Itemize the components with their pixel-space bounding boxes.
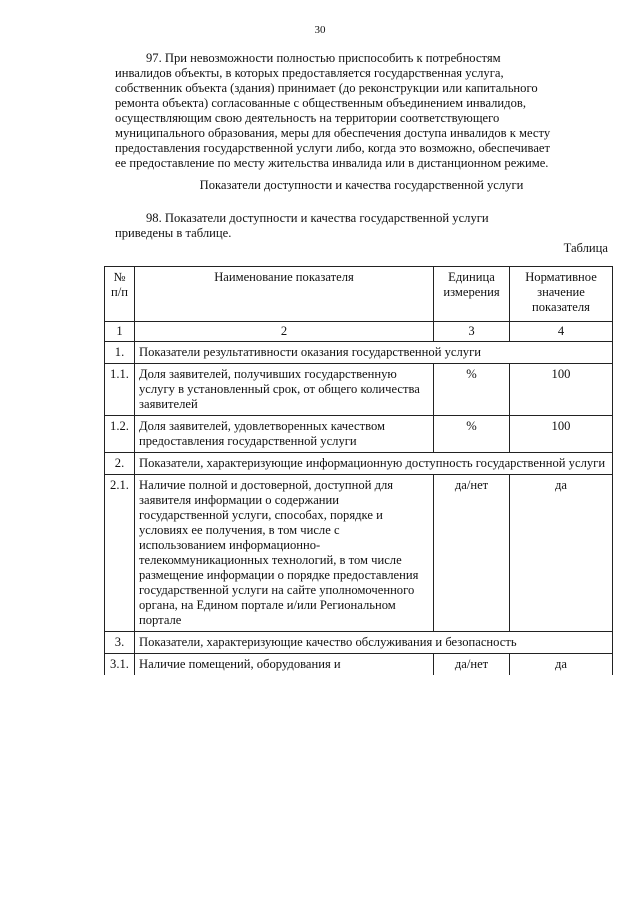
section-heading: Показатели доступности и качества государственной услуги <box>199 178 524 192</box>
indicator-name: Доля заявителей, получивших государственную услугу в установленный срок, от общего количества заявителей <box>135 364 434 416</box>
table-caption: Таблица <box>563 241 608 255</box>
paragraph-97-line: собственник объекта (здания) принимает (до реконструкции или капитального <box>115 81 538 95</box>
header-name: Наименование показателя <box>135 267 434 322</box>
indicator-name: Наличие помещений, оборудования и <box>135 654 434 676</box>
table-row <box>105 364 613 416</box>
column-index-row <box>105 322 613 342</box>
table-section-row <box>105 632 613 654</box>
indicator-name: Доля заявителей, удовлетворенных качеством предоставления государственной услуги <box>135 416 434 453</box>
paragraph-97-line: ее предоставление по месту жительства инвалида или в дистанционном режиме. <box>115 156 549 170</box>
column-index: 3 <box>434 322 510 342</box>
indicator-norm: да <box>510 475 613 632</box>
page-number: 30 <box>314 24 326 36</box>
paragraph-97-line: ремонта объекта) согласованные с общественным объединением инвалидов, <box>115 96 526 110</box>
column-index: 2 <box>135 322 434 342</box>
paragraph-97-line: 97. При невозможности полностью приспособить к потребностям <box>146 51 501 65</box>
paragraph-97-line: инвалидов объекты, в которых предоставляется государственная услуга, <box>115 66 504 80</box>
column-index: 4 <box>510 322 613 342</box>
indicator-unit: да/нет <box>434 654 510 676</box>
row-number: 2. <box>105 453 135 475</box>
indicator-norm: 100 <box>510 416 613 453</box>
header-num: № п/п <box>105 267 135 322</box>
indicator-unit: % <box>434 364 510 416</box>
row-number: 3. <box>105 632 135 654</box>
paragraph-98 <box>115 211 608 241</box>
table-section-row <box>105 453 613 475</box>
header-unit: Единица измерения <box>434 267 510 322</box>
header-norm: Нормативное значение показателя <box>510 267 613 322</box>
row-number: 2.1. <box>105 475 135 632</box>
column-index: 1 <box>105 322 135 342</box>
section-title: Показатели, характеризующие качество обслуживания и безопасность <box>135 632 613 654</box>
paragraph-98-line: 98. Показатели доступности и качества государственной услуги <box>146 211 489 225</box>
indicator-unit: % <box>434 416 510 453</box>
paragraph-98-line: приведены в таблице. <box>115 226 232 240</box>
indicator-norm: 100 <box>510 364 613 416</box>
table-row <box>105 654 613 676</box>
row-number: 1.1. <box>105 364 135 416</box>
paragraph-97-line: предоставления государственной услуги либо, когда это возможно, обеспечивает <box>115 141 551 155</box>
row-number: 1.2. <box>105 416 135 453</box>
table-section-row <box>105 342 613 364</box>
paragraph-97-line: муниципального образования, меры для обеспечения доступа инвалидов к месту <box>115 126 551 140</box>
row-number: 1. <box>105 342 135 364</box>
row-number: 3.1. <box>105 654 135 676</box>
indicator-norm: да <box>510 654 613 676</box>
indicators-table <box>104 266 613 675</box>
paragraph-97-line: осуществляющим свою деятельность на территории соответствующего <box>115 111 500 125</box>
section-title: Показатели результативности оказания государственной услуги <box>135 342 613 364</box>
indicator-unit: да/нет <box>434 475 510 632</box>
indicator-name: Наличие полной и достоверной, доступной для заявителя информации о содержании государственной услуги, способах, порядке и условиях ее получения, в том числе с использованием информационно-телекоммуникационных технологий, в том числе размещение информации о порядке предоставления государственной услуги на сайте уполномоченного органа, на Едином портале и/или Региональном портале <box>135 475 434 632</box>
table-row <box>105 416 613 453</box>
table-row <box>105 475 613 632</box>
paragraph-97 <box>115 51 608 171</box>
section-title: Показатели, характеризующие информационную доступность государственной услуги <box>135 453 613 475</box>
table-header-row <box>105 267 613 322</box>
